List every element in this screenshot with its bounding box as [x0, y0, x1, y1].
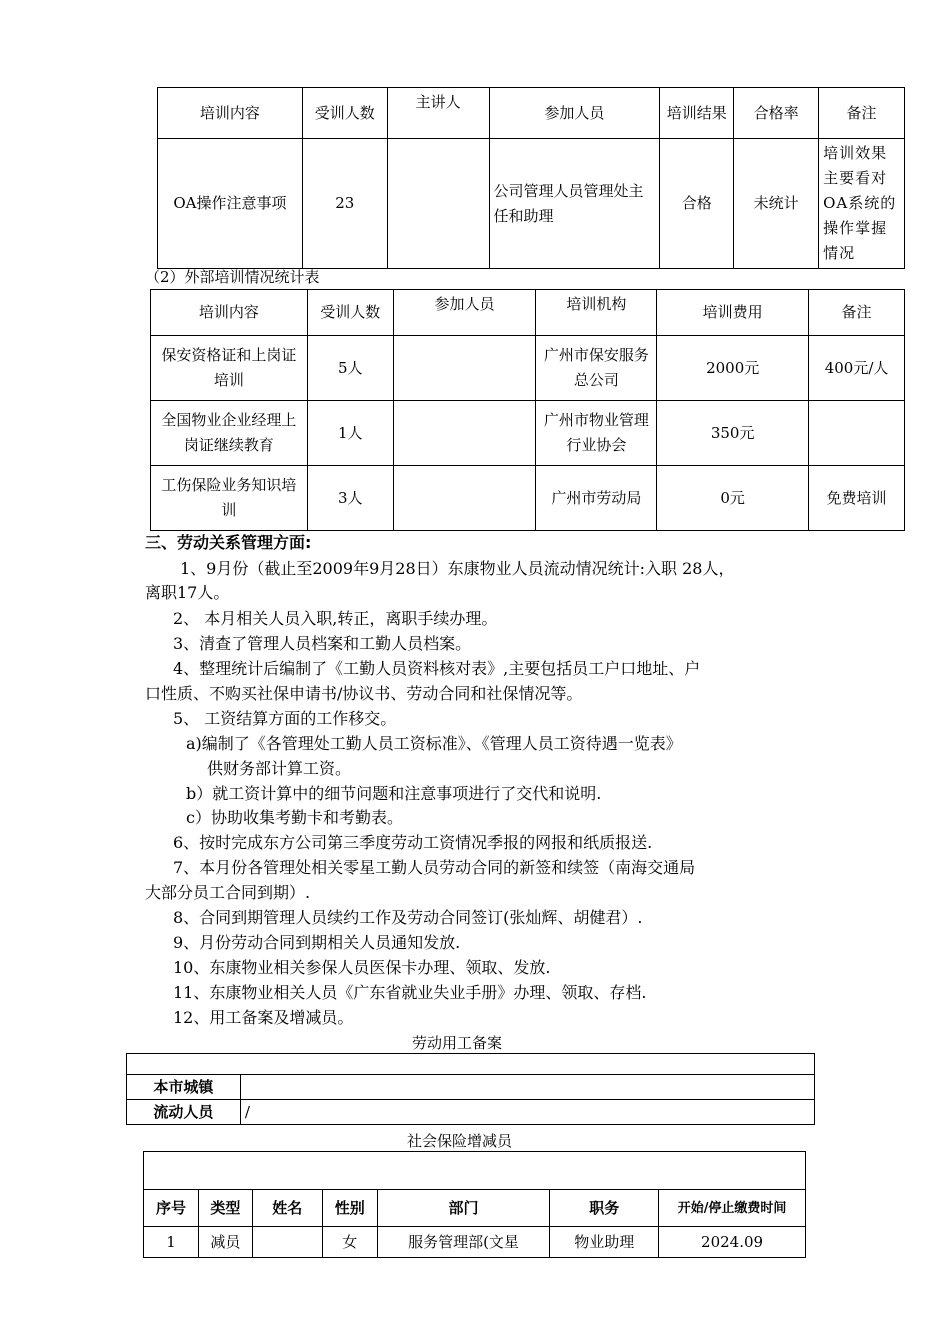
header-cell: 备注 [809, 290, 905, 336]
header-cell: 培训费用 [657, 290, 809, 336]
table-cell: 广州市保安服务总公司 [536, 336, 657, 401]
paragraph-line: 8、合同到期管理人员续约工作及劳动合同签订(张灿辉、胡健君）. [173, 908, 643, 927]
table-cell: 合格 [660, 139, 734, 269]
header-cell: 姓名 [252, 1190, 322, 1227]
table-row [144, 1152, 806, 1190]
table-cell: 培训效果主要看对OA系统的操作掌握情况 [819, 139, 905, 269]
paragraph-line: c）协助收集考勤卡和考勤表。 [186, 808, 403, 827]
paragraph-line: 1、9月份（截止至2009年9月28日）东康物业人员流动情况统计:入职 28人， [180, 559, 735, 578]
paragraph-line: 4、整理统计后编制了《工勤人员资料核对表》,主要包括员工户口地址、户 [173, 659, 701, 678]
header-cell: 主讲人 [387, 88, 489, 139]
header-cell: 培训内容 [158, 88, 303, 139]
table-cell: 广州市劳动局 [536, 466, 657, 531]
table-cell: 物业助理 [550, 1227, 659, 1258]
table-cell: 广州市物业管理行业协会 [536, 401, 657, 466]
table-cell [387, 139, 489, 269]
table-cell [127, 1054, 815, 1075]
labor-record-table [126, 1053, 815, 1125]
table-cell: 服务管理部(文星 [377, 1227, 550, 1258]
header-cell: 培训结果 [660, 88, 734, 139]
header-cell: 受训人数 [307, 290, 393, 336]
row-label: 流动人员 [127, 1100, 241, 1125]
table-cell: 2024.09 [659, 1227, 806, 1258]
paragraph-line: 11、东康物业相关人员《广东省就业失业手册》办理、领取、存档. [173, 983, 647, 1002]
paragraph-line: 10、东康物业相关参保人员医保卡办理、领取、发放. [173, 958, 551, 977]
paragraph-line: 口性质、不购买社保申请书/协议书、劳动合同和社保情况等。 [145, 684, 583, 703]
header-cell: 参加人员 [489, 88, 660, 139]
table-cell [252, 1227, 322, 1258]
paragraph-line: 6、按时完成东方公司第三季度劳动工资情况季报的网报和纸质报送. [173, 833, 653, 852]
paragraph-line: 3、清查了管理人员档案和工勤人员档案。 [173, 634, 472, 653]
table-cell: 3人 [307, 466, 393, 531]
header-cell: 开始/停止缴费时间 [659, 1190, 806, 1227]
table-cell: OA操作注意事项 [158, 139, 303, 269]
table-cell [393, 466, 536, 531]
table-row [127, 1054, 815, 1075]
table-cell: 1人 [307, 401, 393, 466]
table-row [127, 1100, 815, 1125]
header-cell: 序号 [144, 1190, 199, 1227]
paragraph-line: 2、 本月相关人员入职,转正，离职手续办理。 [173, 609, 498, 628]
table-cell [809, 401, 905, 466]
header-cell: 类型 [198, 1190, 252, 1227]
record-title: 劳动用工备案 [412, 1034, 503, 1052]
table-cell: 350元 [657, 401, 809, 466]
header-cell: 参加人员 [393, 290, 536, 336]
table-row [151, 336, 905, 401]
paragraph-line: 12、用工备案及增减员。 [173, 1008, 354, 1027]
header-cell: 培训内容 [151, 290, 308, 336]
table-cell: 5人 [307, 336, 393, 401]
table-cell: 全国物业企业经理上岗证继续教育 [151, 401, 308, 466]
paragraph-line: 大部分员工合同到期）. [145, 883, 311, 902]
internal-training-table [157, 87, 905, 269]
table-cell: 减员 [198, 1227, 252, 1258]
table-cell: / [240, 1100, 814, 1125]
paragraph-line: 离职17人。 [145, 583, 230, 602]
external-table-title: （2）外部培训情况统计表 [145, 268, 320, 286]
table-row [127, 1075, 815, 1100]
table-row [151, 466, 905, 531]
table-cell: 400元/人 [809, 336, 905, 401]
table-cell [144, 1152, 806, 1190]
paragraph-line: 供财务部计算工资。 [207, 759, 352, 778]
table-cell [393, 401, 536, 466]
table-cell: 女 [322, 1227, 377, 1258]
table-cell: 免费培训 [809, 466, 905, 531]
paragraph-line: a)编制了《各管理处工勤人员工资标准》、《管理人员工资待遇一览表》 [186, 734, 682, 753]
table-header-row [158, 88, 905, 139]
header-cell: 培训机构 [536, 290, 657, 336]
table-cell: 23 [302, 139, 387, 269]
table-row [151, 401, 905, 466]
table-cell: 保安资格证和上岗证培训 [151, 336, 308, 401]
header-cell: 受训人数 [302, 88, 387, 139]
section-heading: 三、劳动关系管理方面: [145, 533, 312, 552]
paragraph-line: 7、本月份各管理处相关零星工勤人员劳动合同的新签和续签（南海交通局 [173, 858, 696, 877]
table-cell [393, 336, 536, 401]
table-cell: 0元 [657, 466, 809, 531]
header-cell: 合格率 [734, 88, 819, 139]
table-cell: 未统计 [734, 139, 819, 269]
insurance-table [143, 1151, 806, 1258]
table-cell: 工伤保险业务知识培训 [151, 466, 308, 531]
insurance-title: 社会保险增减员 [407, 1132, 513, 1150]
table-cell: 公司管理人员管理处主任和助理 [489, 139, 660, 269]
table-row [158, 139, 905, 269]
table-cell: 1 [144, 1227, 199, 1258]
row-label: 本市城镇 [127, 1075, 241, 1100]
table-cell: 2000元 [657, 336, 809, 401]
table-header-row [151, 290, 905, 336]
header-cell: 部门 [377, 1190, 550, 1227]
paragraph-line: 5、 工资结算方面的工作移交。 [173, 709, 397, 728]
header-cell: 职务 [550, 1190, 659, 1227]
table-cell [240, 1075, 814, 1100]
paragraph-line: b）就工资计算中的细节问题和注意事项进行了交代和说明. [186, 784, 602, 803]
table-row [144, 1227, 806, 1258]
header-cell: 备注 [819, 88, 905, 139]
header-cell: 性别 [322, 1190, 377, 1227]
table-header-row [144, 1190, 806, 1227]
external-training-table [150, 289, 905, 531]
paragraph-line: 9、月份劳动合同到期相关人员通知发放. [173, 933, 461, 952]
